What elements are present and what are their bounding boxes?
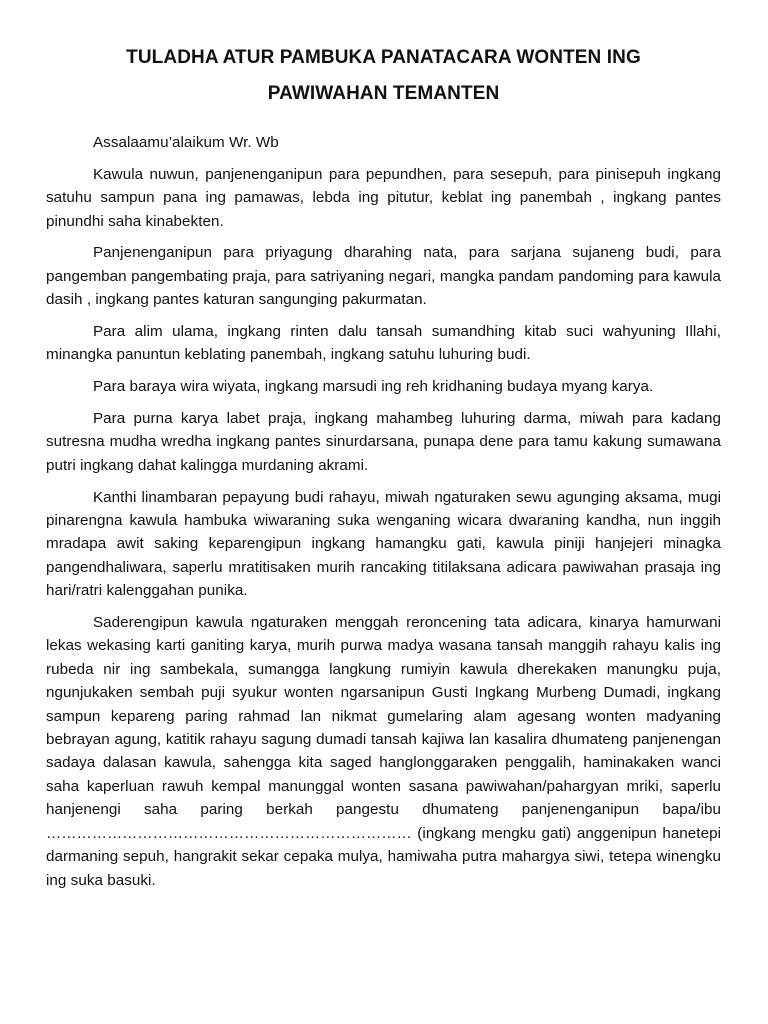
greeting-line: Assalaamu’alaikum Wr. Wb: [93, 134, 279, 151]
paragraph-1: Kawula nuwun, panjenenganipun para pepundhen, para sesepuh, para pinisepuh ingkang satuhu sampun pana ing pamawas, lebda ing pitutur, keblat ing panembah , ingkang pantes pinundhi saha kinabekten.: [46, 165, 721, 230]
document-title: [46, 40, 721, 112]
paragraph-7: Saderengipun kawula ngaturaken menggah reroncening tata adicara, kinarya hamurwani lekas wekasing karti ganiting karya, murih purwa madya wasana tansah manggih rahayu kalis ing rubeda nir ing sambekala, sumangga langkung rumiyin kawula dherekaken manungku puja, ngunjukaken sembah puji syukur wonten ngarsanipun Gusti Ingkang Murbeng Dumadi, ingkang sampun kepareng paring rahmad lan nikmat gumelaring alam agesang wonten madyaning bebrayan agung, katitik rahayu sagung dumadi tansah kajiwa lan kasalira dhumateng panjenengan sadaya dalasan kawula, sahengga kita saged hanglonggaraken penggalih, haminakaken wanci saha kaperluan rawuh kempal manunggal wonten sasana pawiwahan/pahargyan mriki, saperlu hanjenengi saha paring berkah pangestu dhumateng panjenenganipun bapa/ibu ……………………………………………………………… (ingkang mengku gati) anggenipun hanetepi darmaning sepuh, hangrakit sekar cepaka mulya, hamiwaha putra mahargya siwi, tetepa winengku ing suka basuki.: [46, 614, 721, 889]
title-line-2: PAWIWAHAN TEMANTEN: [267, 83, 500, 104]
paragraph-4: Para baraya wira wiyata, ingkang marsudi ing reh kridhaning budaya myang karya.: [93, 378, 654, 396]
title-line-1: TULADHA ATUR PAMBUKA PANATACARA WONTEN ING: [126, 47, 641, 68]
paragraph-2: Panjenenganipun para priyagung dharahing nata, para sarjana sujaneng budi, para pangemban pangembating praja, para satriyaning negari, mangka pandam pandoming para kawula dasih , ingkang pantes katuran sangunging pakurmatan.: [46, 244, 721, 309]
paragraph-6: Kanthi linambaran pepayung budi rahayu, miwah ngaturaken sewu agunging aksama, mugi pinarengna kawula hambuka wiwaraning suka wenganing wicara dwaraning kandha, nun inggih mradapa awit saking keparengipun ingkang hamangku gati, kawula piniji hanjejeri minagka pangendhaliwara, saperlu mratitisaken murih rancaking titilaksana adicara pawiwahan prasaja ing hari/ratri kalenggahan punika.: [46, 488, 721, 600]
paragraph-5: Para purna karya labet praja, ingkang mahambeg luhuring darma, miwah para kadang sutresna mudha wredha ingkang pantes sinurdarsana, punapa dene para tamu kakung sumawana putri ingkang dahat kalingga murdaning akrami.: [46, 410, 721, 474]
paragraph-3: Para alim ulama, ingkang rinten dalu tansah sumandhing kitab suci wahyuning Illahi, minangka panuntun keblating panembah, ingkang satuhu luhuring budi.: [46, 323, 721, 364]
document-page: [46, 40, 721, 900]
